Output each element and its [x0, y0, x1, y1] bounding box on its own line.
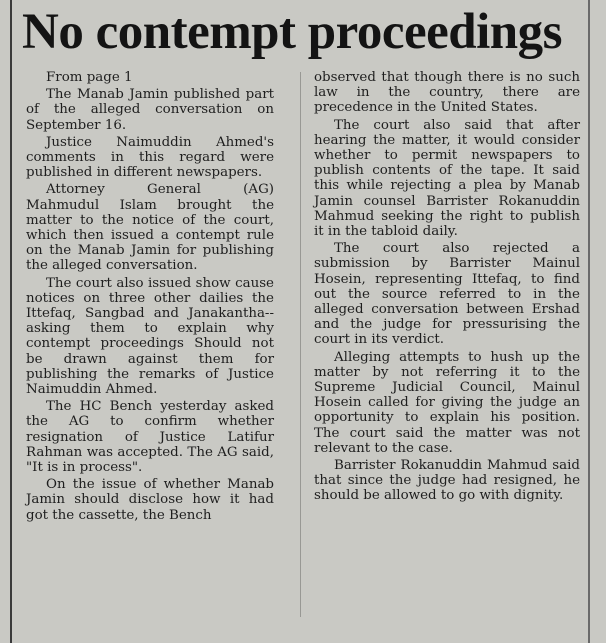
paragraph: The court also rejected a submission by Barrister Mainul Hosein, representing Ittefaq, to find out the source referred to in the alleged conversation between Ershad and the judge for pressurising the court in its verdict. [314, 241, 580, 348]
paragraph: The court also said that after hearing the matter, it would consider whether to permit newspapers to publish contents of the tape. It said this while rejecting a plea by Manab Jamin counsel Barrister Rokanuddin Mahmud seeking the right to publish it in the tabloid daily. [314, 117, 580, 240]
column-divider [300, 72, 301, 617]
paragraph: The HC Bench yesterday asked the AG to confirm whether resignation of Justice Latifur Rahman was accepted. The AG said, "It is in process". [26, 399, 274, 476]
paragraph: The court also issued show cause notices on three other dailies the Ittefaq, Sangbad and Janakantha-- asking them to explain why contempt proceedings Should not be drawn against them for publishing the remarks of Justice Naimuddin Ahmed. [26, 275, 274, 398]
paragraph: The Manab Jamin published part of the alleged conversation on September 16. [26, 87, 274, 133]
paragraph: Justice Naimuddin Ahmed's comments in this regard were published in different newspapers. [26, 134, 274, 181]
paragraph-continued: observed that though there is no such law in the country, there are precedence in the United States. [314, 70, 580, 116]
left-column-rule [10, 0, 12, 643]
headline: No contempt proceedings [22, 4, 563, 60]
right-column-rule [588, 0, 590, 643]
article-column-2 [314, 70, 580, 506]
paragraph: Barrister Rokanuddin Mahmud said that since the judge had resigned, he should be allowed to go with dignity. [314, 458, 580, 504]
paragraph: Attorney General (AG) Mahmudul Islam brought the matter to the notice of the court, which then issued a contempt rule on the Manab Jamin for publishing the alleged conversation. [26, 182, 274, 274]
paragraph: Alleging attempts to hush up the matter by not referring it to the Supreme Judicial Council, Mainul Hosein called for giving the judge an opportunity to explain his position. The court said the matter was not relevant to the case. [314, 349, 580, 456]
paragraph: On the issue of whether Manab Jamin should disclose how it had got the cassette, the Bench [26, 477, 274, 523]
jump-line: From page 1 [46, 70, 133, 85]
article-column-1 [26, 70, 274, 525]
